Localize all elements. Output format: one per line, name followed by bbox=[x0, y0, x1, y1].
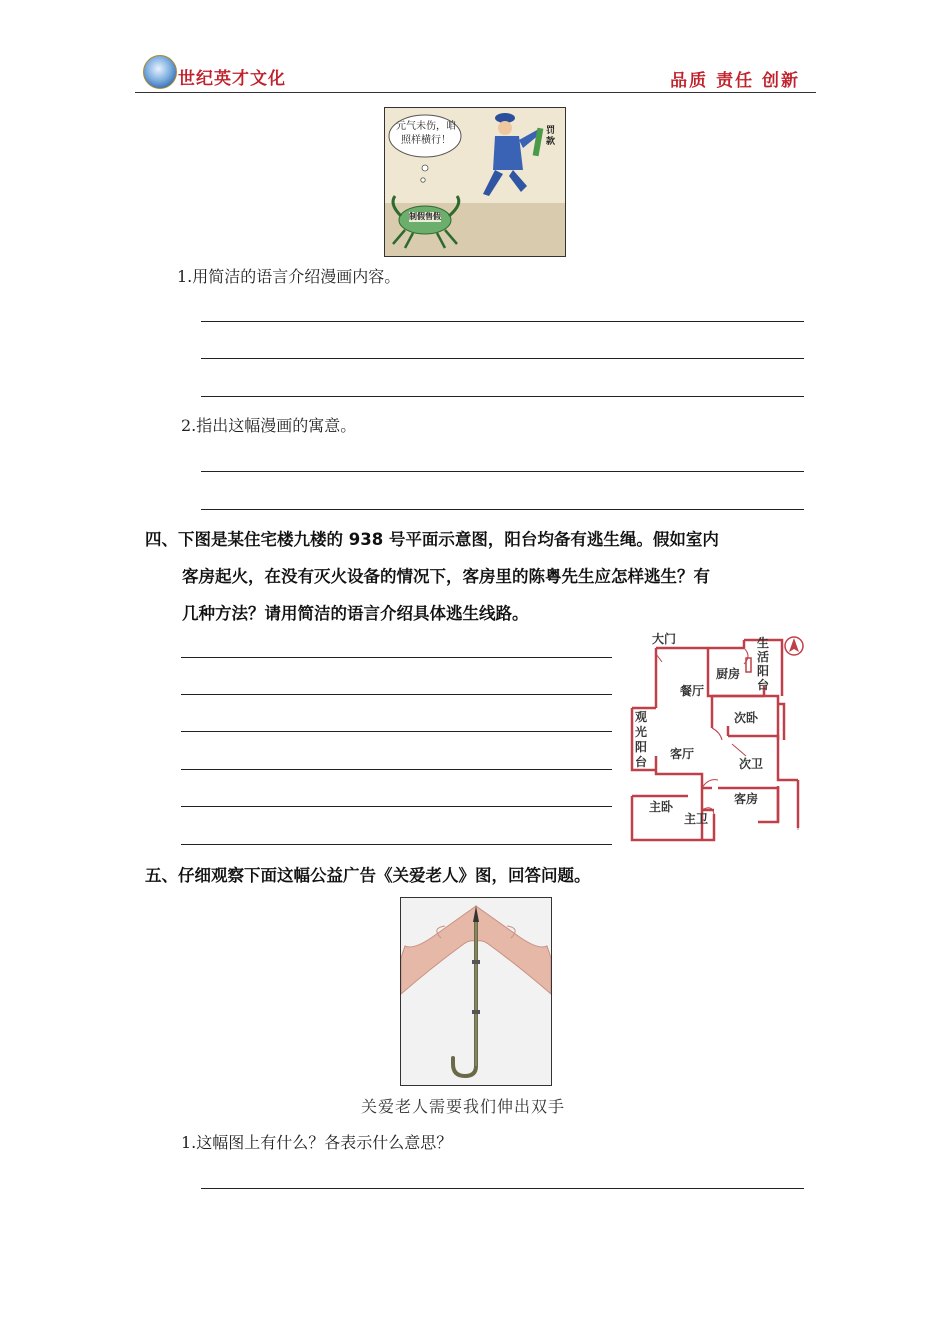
header-divider bbox=[135, 92, 816, 93]
poster-caption: 关爱老人需要我们伸出双手 bbox=[361, 1097, 566, 1116]
plan-label-master-bedroom: 主卧 bbox=[649, 800, 674, 814]
plan-label-life-balcony: 生活阳台 bbox=[757, 636, 770, 692]
plan-label-living: 客厅 bbox=[670, 747, 695, 761]
section-4-prompt-line1: 四、下图是某住宅楼九楼的 938 号平面示意图，阳台均备有逃生绳。假如室内 bbox=[145, 530, 719, 549]
plan-label-second-bedroom: 次卧 bbox=[734, 711, 759, 725]
question-3-2: 2.指出这幅漫画的寓意。 bbox=[181, 416, 357, 435]
answer-line[interactable] bbox=[181, 769, 612, 770]
section-4-prompt-line3: 几种方法？请用简洁的语言介绍具体逃生线路。 bbox=[182, 604, 529, 623]
plan-label-kitchen: 厨房 bbox=[716, 667, 741, 681]
plan-label-master-bath: 主卫 bbox=[684, 812, 709, 826]
answer-line[interactable] bbox=[201, 509, 804, 510]
answer-line[interactable] bbox=[201, 358, 804, 359]
brand-name: 世纪英才文化 bbox=[178, 69, 286, 89]
slogan: 品质 责任 创新 bbox=[670, 71, 800, 91]
answer-line[interactable] bbox=[201, 321, 804, 322]
section-5-prompt: 五、仔细观察下面这幅公益广告《关爱老人》图，回答问题。 bbox=[145, 866, 591, 885]
cartoon-crab-label: 制假售假 bbox=[409, 212, 441, 221]
answer-line[interactable] bbox=[181, 657, 612, 658]
section-4-prompt-line2: 客房起火，在没有灭火设备的情况下，客房里的陈粤先生应怎样逃生？有 bbox=[182, 567, 710, 586]
logo bbox=[143, 55, 177, 89]
plan-label-dining: 餐厅 bbox=[680, 684, 705, 698]
floor-plan bbox=[622, 628, 812, 846]
plan-label-second-bath: 次卫 bbox=[739, 757, 764, 771]
plan-label-view-balcony: 观光阳台 bbox=[635, 710, 648, 769]
plan-label-main-door: 大门 bbox=[652, 632, 677, 646]
poster-drawing bbox=[401, 898, 551, 1085]
answer-line[interactable] bbox=[181, 694, 612, 695]
cartoon-fine-label: 罚款 bbox=[546, 126, 556, 147]
poster-image bbox=[400, 897, 552, 1086]
answer-line[interactable] bbox=[201, 396, 804, 397]
answer-line[interactable] bbox=[181, 731, 612, 732]
question-3-1: 1.用简洁的语言介绍漫画内容。 bbox=[177, 267, 401, 286]
answer-line[interactable] bbox=[201, 471, 804, 472]
answer-line[interactable] bbox=[201, 1188, 804, 1189]
answer-line[interactable] bbox=[181, 844, 612, 845]
cartoon-image bbox=[384, 107, 566, 257]
plan-label-guest-room: 客房 bbox=[734, 792, 759, 806]
cartoon-speech: 元气未伤，咱照样横行！ bbox=[396, 121, 456, 146]
answer-line[interactable] bbox=[181, 806, 612, 807]
question-5-1: 1.这幅图上有什么？各表示什么意思？ bbox=[181, 1133, 453, 1152]
